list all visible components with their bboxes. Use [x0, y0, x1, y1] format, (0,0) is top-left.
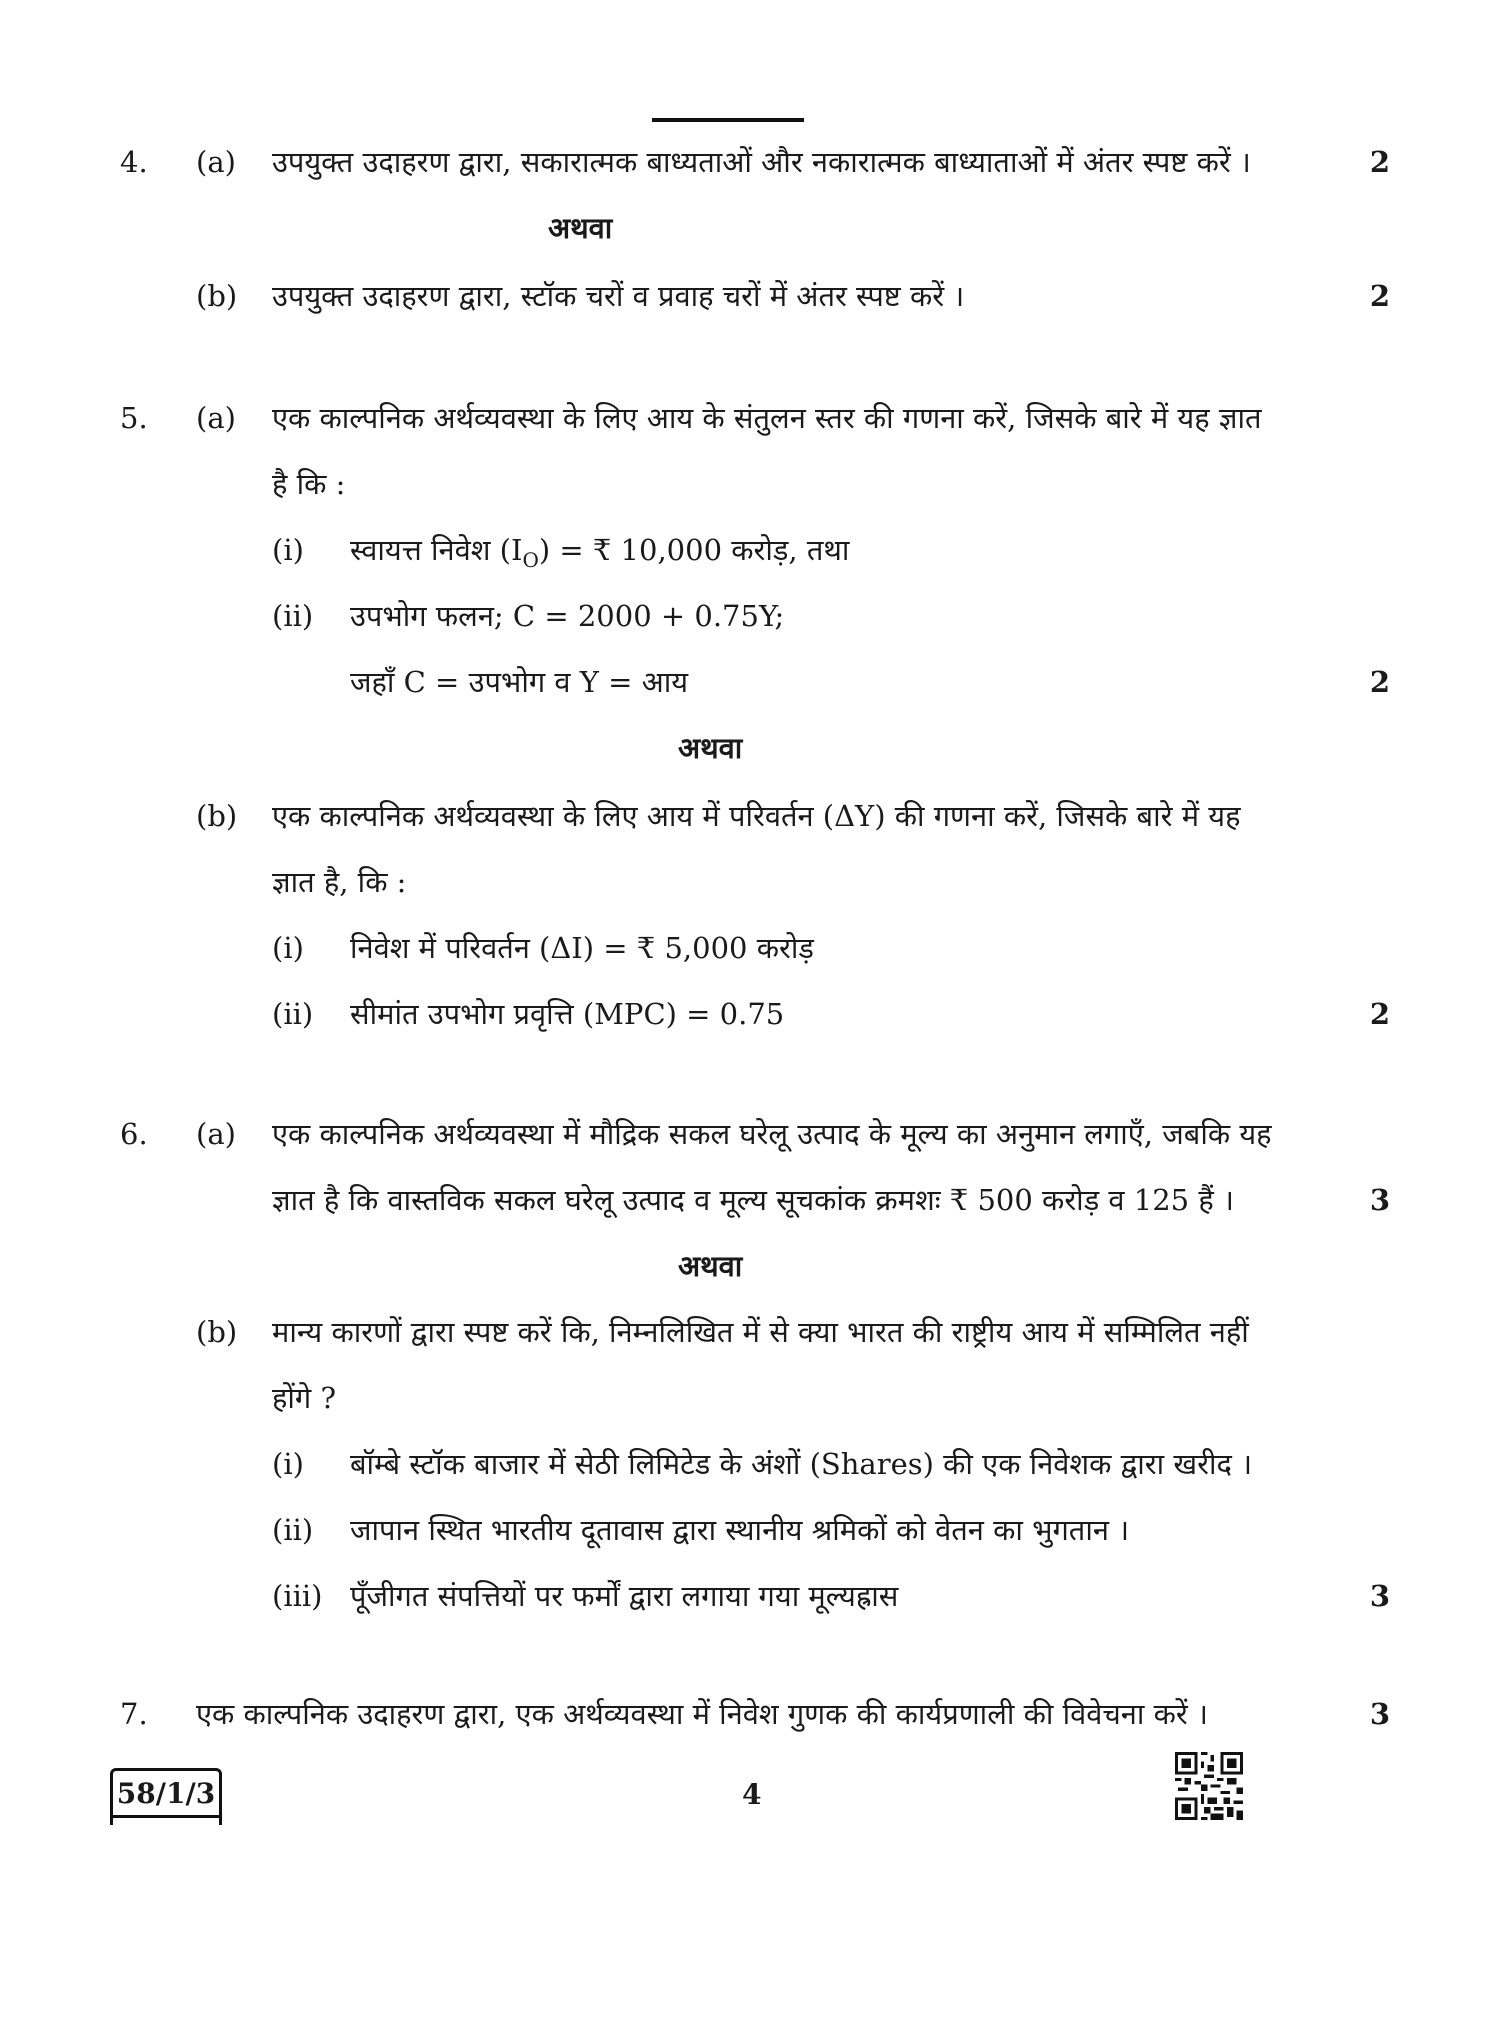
q5a-item1-text: स्वायत्त निवेश $(I_O)$ = ₹ 10,000 करोड़, तथा	[350, 533, 850, 572]
q6b-item2-text: जापान स्थित भारतीय दूतावास द्वारा स्थानीय श्रमिकों को वेतन का भुगतान ।	[350, 1513, 1130, 1547]
q5a-line1: एक काल्पनिक अर्थव्यवस्था के लिए आय के संतुलन स्तर की गणना करें, जिसके बारे में यह ज्ञात	[272, 401, 1262, 435]
q5a-label: (a)	[196, 401, 236, 435]
q6b-label: (b)	[196, 1315, 238, 1349]
paper-code: 58/1/3	[110, 1768, 222, 1818]
q5b-item1-text: निवेश में परिवर्तन (ΔI) = ₹ 5,000 करोड़	[350, 931, 814, 965]
q6b-item3-text: पूँजीगत संपत्तियों पर फर्मों द्वारा लगाया गया मूल्यह्रास	[350, 1579, 899, 1613]
q7-number: 7.	[120, 1697, 148, 1731]
qr-code-icon	[1175, 1752, 1243, 1820]
q5-number: 5.	[120, 401, 148, 435]
q7-marks: 3	[1369, 1697, 1390, 1731]
q5b-item1-label: (i)	[272, 931, 304, 965]
q4b-label: (b)	[196, 279, 238, 313]
q6b-line2: होंगे ?	[272, 1381, 337, 1415]
q6b-item1-text: बॉम्बे स्टॉक बाजार में सेठी लिमिटेड के अंशों (Shares) की एक निवेशक द्वारा खरीद ।	[350, 1447, 1253, 1481]
q5b-marks: 2	[1369, 997, 1390, 1031]
q5-or: अथवा	[678, 731, 743, 765]
q4a-label: (a)	[196, 145, 236, 179]
q6b-item1-label: (i)	[272, 1447, 304, 1481]
q4a-marks: 2	[1369, 145, 1390, 179]
q5b-item2-label: (ii)	[272, 997, 314, 1031]
q5a-item1-label: (i)	[272, 533, 304, 567]
q4a-text: उपयुक्त उदाहरण द्वारा, सकारात्मक बाध्यताओं और नकारात्मक बाध्याताओं में अंतर स्पष्ट करें ।	[272, 145, 1251, 179]
q6a-line2: ज्ञात है कि वास्तविक सकल घरेलू उत्पाद व मूल्य सूचकांक क्रमशः ₹ 500 करोड़ व 125 हैं ।	[272, 1183, 1234, 1217]
q5a-where: जहाँ C = उपभोग व Y = आय	[350, 665, 689, 699]
q6b-line1: मान्य कारणों द्वारा स्पष्ट करें कि, निम्नलिखित में से क्या भारत की राष्ट्रीय आय में सम्मिलित नहीं	[272, 1315, 1249, 1349]
q6-number: 6.	[120, 1117, 148, 1151]
page-number: 4	[742, 1778, 762, 1811]
q5b-line2: ज्ञात है, कि :	[272, 865, 407, 899]
q4-number: 4.	[120, 145, 148, 179]
top-rule	[652, 118, 804, 122]
q6b-item3-label: (iii)	[272, 1579, 323, 1613]
q6-or: अथवा	[678, 1249, 743, 1283]
q6b-marks: 3	[1369, 1579, 1390, 1613]
q4b-text: उपयुक्त उदाहरण द्वारा, स्टॉक चरों व प्रवाह चरों में अंतर स्पष्ट करें ।	[272, 279, 965, 313]
q6a-line1: एक काल्पनिक अर्थव्यवस्था में मौद्रिक सकल घरेलू उत्पाद के मूल्य का अनुमान लगाएँ, जबकि यह	[272, 1117, 1272, 1151]
q5b-label: (b)	[196, 799, 238, 833]
q5a-line2: है कि :	[272, 467, 346, 501]
q5b-item2-text: सीमांत उपभोग प्रवृत्ति (MPC) = 0.75	[350, 997, 785, 1031]
q6a-label: (a)	[196, 1117, 236, 1151]
q5a-marks: 2	[1369, 665, 1390, 699]
q4b-marks: 2	[1369, 279, 1390, 313]
q5a-item2-label: (ii)	[272, 599, 314, 633]
q4-or: अथवा	[548, 211, 613, 245]
q5a-item2-text: उपभोग फलन; C = 2000 + 0.75Y;	[350, 599, 785, 633]
q7-text: एक काल्पनिक उदाहरण द्वारा, एक अर्थव्यवस्था में निवेश गुणक की कार्यप्रणाली की विवेचना करें ।	[196, 1697, 1208, 1731]
q5b-line1: एक काल्पनिक अर्थव्यवस्था के लिए आय में परिवर्तन (ΔY) की गणना करें, जिसके बारे में यह	[272, 799, 1241, 833]
q6a-marks: 3	[1369, 1183, 1390, 1217]
q6b-item2-label: (ii)	[272, 1513, 314, 1547]
